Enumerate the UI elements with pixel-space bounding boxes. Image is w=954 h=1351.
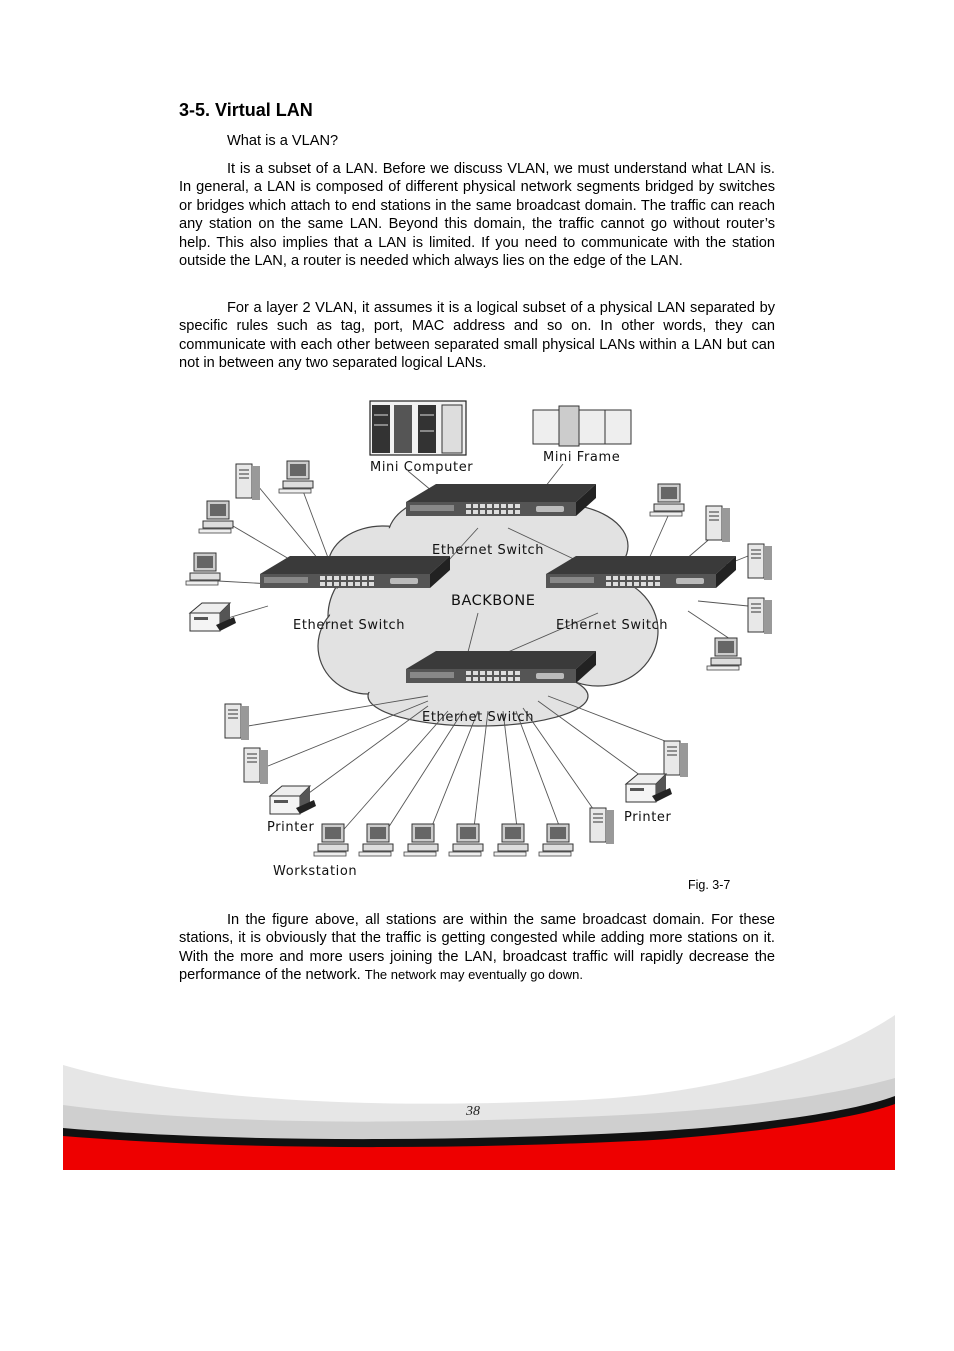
- label-switch-right: Ethernet Switch: [556, 618, 669, 633]
- label-switch-bottom: Ethernet Switch: [422, 710, 535, 725]
- paragraph-vlan-text: For a layer 2 VLAN, it assumes it is a logical subset of a physical LAN separated by specific rules such as tag, port, MAC address and so on. In other words, they can communicate with each other between separated small physical LANs within a LAN but can not in between any two separated logical LANs.: [179, 300, 775, 372]
- ethernet-switch-top: [406, 484, 596, 516]
- label-mini-frame: Mini Frame: [543, 450, 621, 465]
- vlan-question: What is a VLAN?: [227, 133, 339, 149]
- page-footer-banner: [63, 1010, 895, 1170]
- label-printer-right: Printer: [624, 810, 672, 825]
- paragraph-lan-definition: [179, 160, 775, 270]
- section-heading: 3-5. Virtual LAN: [179, 100, 313, 120]
- paragraph-broadcast-text: In the figure above, all stations are within the same broadcast domain. For these stations, it is obviously that the traffic is getting congested while adding more stations on it. With the more and more users joining the LAN, broadcast traffic will rapidly decrease the performance of the network.: [179, 912, 775, 984]
- label-switch-top: Ethernet Switch: [432, 543, 545, 558]
- server-icon: [748, 544, 772, 580]
- paragraph-broadcast-tail: The network may eventually go down.: [364, 967, 583, 983]
- mini-computer-icon: [370, 401, 466, 455]
- workstation-icon: [449, 824, 483, 856]
- workstation-icon: [650, 484, 684, 516]
- label-workstation: Workstation: [273, 864, 358, 878]
- workstation-icon: [314, 824, 348, 856]
- server-icon: [236, 464, 260, 500]
- workstation-icon: [186, 553, 220, 585]
- server-icon: [706, 506, 730, 542]
- network-diagram: [178, 396, 776, 878]
- label-mini-computer: Mini Computer: [370, 460, 474, 475]
- label-printer-left: Printer: [267, 820, 315, 835]
- ethernet-switch-right: [546, 556, 736, 588]
- label-switch-left: Ethernet Switch: [293, 618, 406, 633]
- server-icon: [590, 808, 614, 844]
- ethernet-switch-left: [260, 556, 450, 588]
- mini-frame-icon: [533, 406, 631, 446]
- server-icon: [225, 704, 249, 740]
- workstation-icon: [404, 824, 438, 856]
- paragraph-vlan-definition: [179, 299, 775, 373]
- label-backbone: BACKBONE: [451, 593, 536, 609]
- workstation-icon: [707, 638, 741, 670]
- printer-icon: [626, 774, 672, 802]
- server-icon: [664, 741, 688, 777]
- page-number: 38: [466, 1104, 480, 1119]
- ethernet-switch-bottom: [406, 651, 596, 683]
- paragraph-lan-text: It is a subset of a LAN. Before we discuss VLAN, we must understand what LAN is. In general, a LAN is composed of different physical network segments bridged by switches or bridges which attach to end stations in the same broadcast domain. The traffic can reach any station on the same LAN. Beyond this domain, the traffic cannot go without router’s help. This also implies that a LAN is limited. If you need to communicate with the station outside the LAN, a router is needed which always lies on the edge of the LAN.: [179, 161, 775, 270]
- printer-icon: [190, 603, 236, 631]
- workstation-icon: [539, 824, 573, 856]
- server-icon: [244, 748, 268, 784]
- workstation-icon: [199, 501, 233, 533]
- workstation-icon: [494, 824, 528, 856]
- workstation-icon: [279, 461, 313, 493]
- server-icon: [748, 598, 772, 634]
- workstation-icon: [359, 824, 393, 856]
- printer-icon: [270, 786, 316, 814]
- figure-caption: Fig. 3-7: [688, 878, 731, 892]
- paragraph-broadcast-domain: [179, 911, 775, 985]
